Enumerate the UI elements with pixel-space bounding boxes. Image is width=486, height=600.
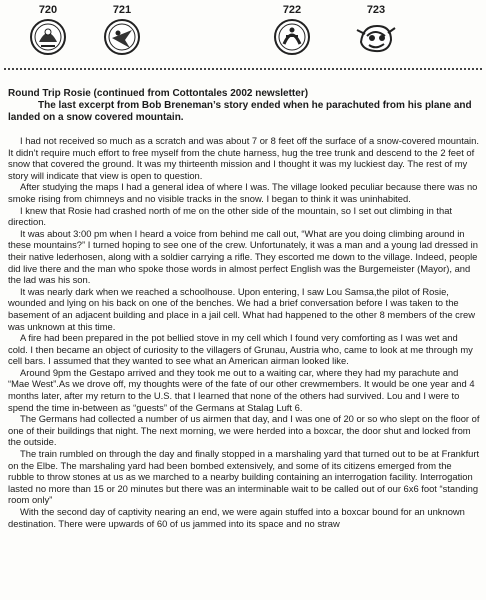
article-paragraph: A fire had been prepared in the pot bellied stove in my cell which I found very comforting as I was wet and cold. I then became an object of curiosity to the villagers of Grunau, Austria who, came to look at me through my cell bars. I assumed that they wanted to see what an American airman looked like. [8, 332, 473, 367]
article-paragraph: The Germans had collected a number of us airmen that day, and I was one of 20 or so who slept on the floor of one of their buildings that night. The next morning, we were herded into a boxcar, the door shut and locked from the outside. [8, 413, 480, 448]
emblem-number: 722 [282, 4, 302, 16]
cartoon-squadron-patch-icon [355, 18, 397, 56]
article-paragraph: It was about 3:00 pm when I heard a voice from behind me call out, “What are you doing climbing around in these mountains?” I turned hoping to see one of the crew. Unfortunately, it was a man and a young lad dressed in their native lederhosen, along with a soldier carrying a rifle. They escorted me down to the village. Indeed, people did live there and the man who spoke those words in almost perfect English was the Burgemeister (Mayor), and the lad was his son. [8, 227, 478, 286]
emblem-720 [20, 4, 76, 56]
squadron-emblems [0, 0, 486, 64]
round-squadron-patch-icon [29, 18, 67, 56]
article-paragraph: It was nearly dark when we reached a schoolhouse. Upon entering, I saw Lou Samsa,the pilot of Rosie, wounded and lying on his back on one of the benches. We had a brief conversation before I was taken to the basement of an adjacent building and place in a jail cell. What had happened to the other 8 members of the crew was unknown at this time. [8, 285, 475, 332]
emblem-721 [94, 4, 150, 56]
article-paragraph: Around 9pm the Gestapo arrived and they took me out to a waiting car, where they had my parachute and “Mae West”.As we drove off, my thoughts were of the fate of our other crewmembers. It would be one year and 4 months later, after my return to the U.S. that I learned that none of the others had survived. Lou and I were to spend the time in-between as “guests” of the Germans at Stalag Luft 6. [8, 366, 475, 413]
article-paragraph: I had not received so much as a scratch and was about 7 or 8 feet off the surface of a snow-covered mountain. It didn’t require much effort to free myself from the chute harness, hug the tree trunk and descend to the 2 feet of snow that covered the ground. It was my thirteenth mission and I thought it was my luckiest day. The rest of my story will indicate that view is open to question. [8, 135, 479, 181]
emblem-number: 723 [366, 4, 386, 16]
article [8, 88, 480, 529]
emblem-number: 720 [38, 4, 58, 16]
article-paragraph: I knew that Rosie had crashed north of me on the other side of the mountain, so I set out climbing in that direction. [8, 204, 453, 228]
emblem-723 [348, 4, 404, 56]
dotted-divider [4, 68, 482, 70]
emblem-722 [264, 4, 320, 56]
round-squadron-patch-icon [273, 18, 311, 56]
article-paragraph: After studying the maps I had a general idea of where I was. The village looked peculiar because there was no smoke rising from chimneys and no visible tracks in the snow. I began to think it was uninhabited. [8, 181, 478, 204]
article-title: Round Trip Rosie (continued from Cottontales 2002 newsletter) [8, 88, 309, 99]
emblem-number: 721 [112, 4, 132, 16]
article-paragraph: With the second day of captivity nearing an end, we were again stuffed into a boxcar bound for an unknown destination. There were upwards of 60 of us jammed into its space and no straw [8, 506, 465, 529]
article-intro: The last excerpt from Bob Breneman’s story ended when he parachuted from his plane and landed on a snow covered mountain. [8, 100, 472, 123]
article-paragraph: The train rumbled on through the day and finally stopped in a marshaling yard that turned out to be at Frankfurt on the Elbe. The marshaling yard had been bombed extensively, and some of its citizens emerged from the rubble to throw stones at us as we marched to a nearby building containing an interrogation facility. Interrogation lasted no more than 15 or 20 minutes but there was an interminable wait to be called out of our 6x6 foot “standing room only” [8, 448, 480, 506]
round-squadron-patch-icon [103, 18, 141, 56]
